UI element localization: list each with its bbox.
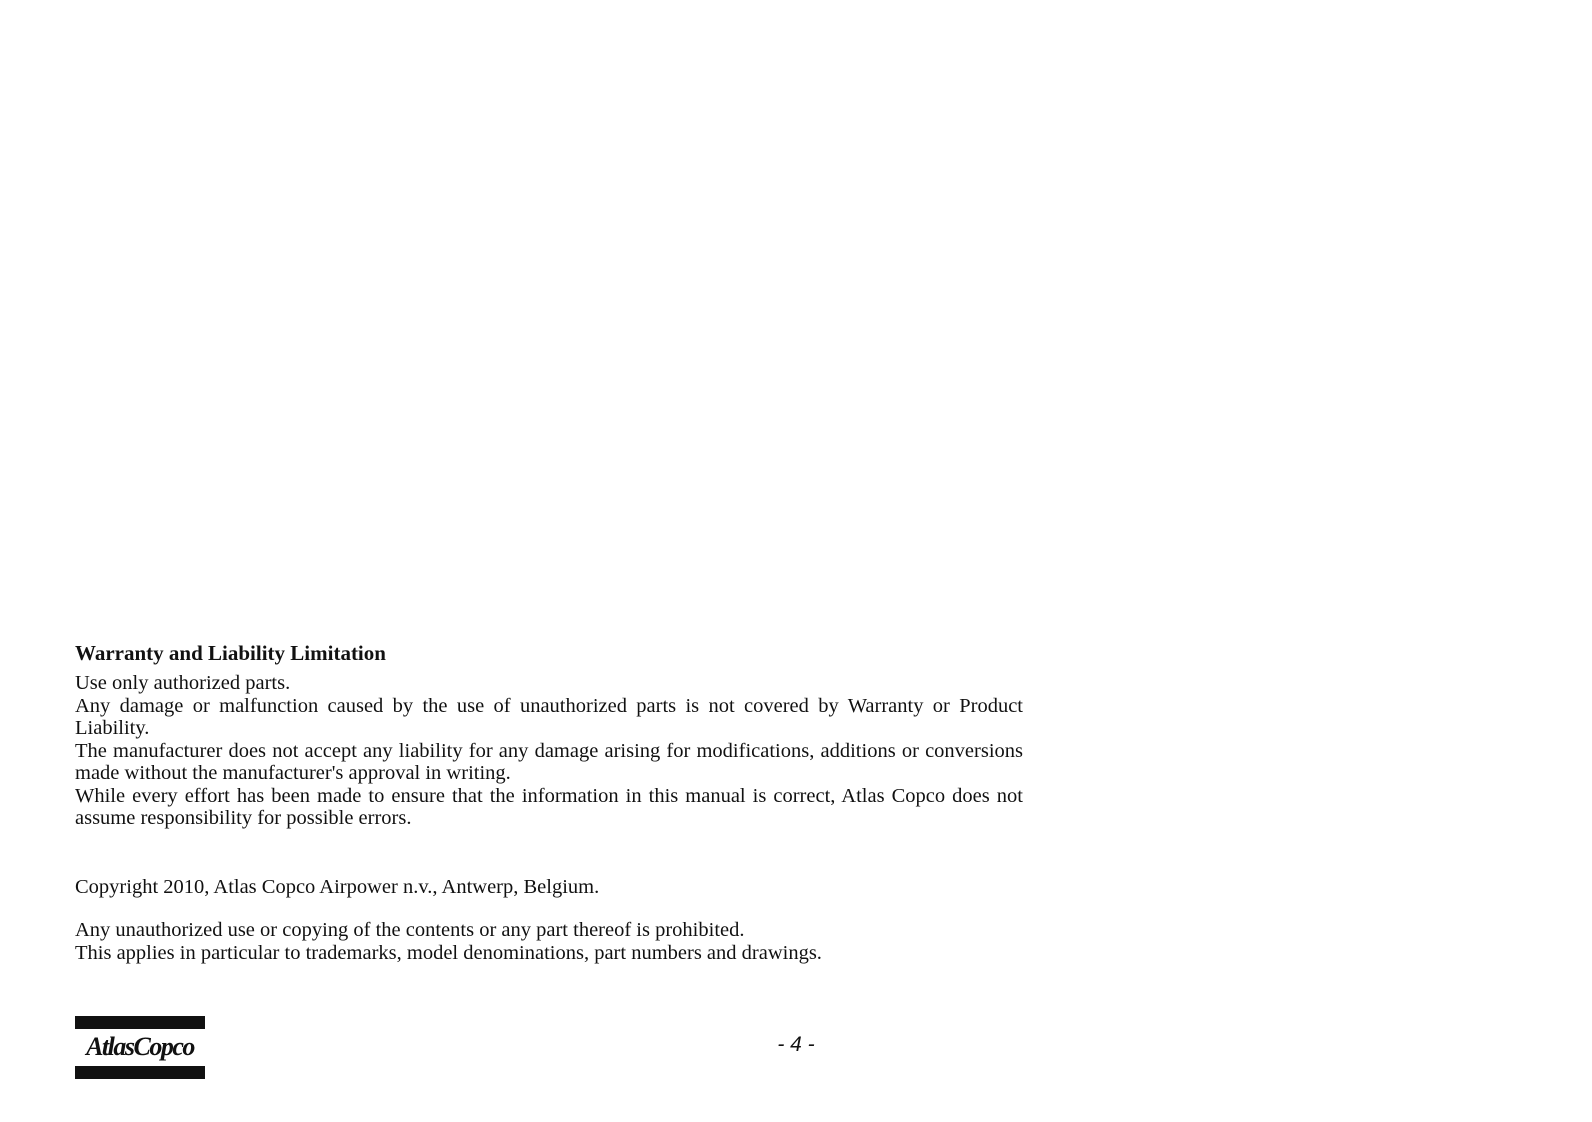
atlas-copco-logo: [75, 1016, 205, 1079]
warranty-line-authorized-parts: Use only authorized parts.: [75, 672, 291, 694]
warranty-line-manufacturer: The manufacturer does not accept any liability for any damage arising for modifications, additions or conversions made without the manufacturer's approval in writing.: [75, 739, 1023, 784]
warranty-line-errors: While every effort has been made to ensure that the information in this manual is correct, Atlas Copco does not assume responsibility for possible errors.: [75, 784, 1023, 829]
copyright-line: Copyright 2010, Atlas Copco Airpower n.v., Antwerp, Belgium.: [75, 876, 600, 898]
notice-line-trademarks: This applies in particular to trademarks, model denominations, part numbers and drawings.: [75, 941, 822, 964]
logo-wordmark: AtlasCopco: [86, 1032, 194, 1061]
copyright-notice: [75, 919, 822, 964]
logo-bottom-bar: [75, 1066, 205, 1079]
warranty-heading: Warranty and Liability Limitation: [75, 641, 386, 665]
warranty-section: [75, 640, 1023, 830]
page-number: - 4 -: [777, 1033, 815, 1056]
warranty-line-damage: Any damage or malfunction caused by the use of unauthorized parts is not covered by Warranty or Product Liability.: [75, 694, 1023, 739]
logo-top-bar: [75, 1016, 205, 1029]
notice-line-unauthorized-use: Any unauthorized use or copying of the contents or any part thereof is prohibited.: [75, 919, 745, 941]
